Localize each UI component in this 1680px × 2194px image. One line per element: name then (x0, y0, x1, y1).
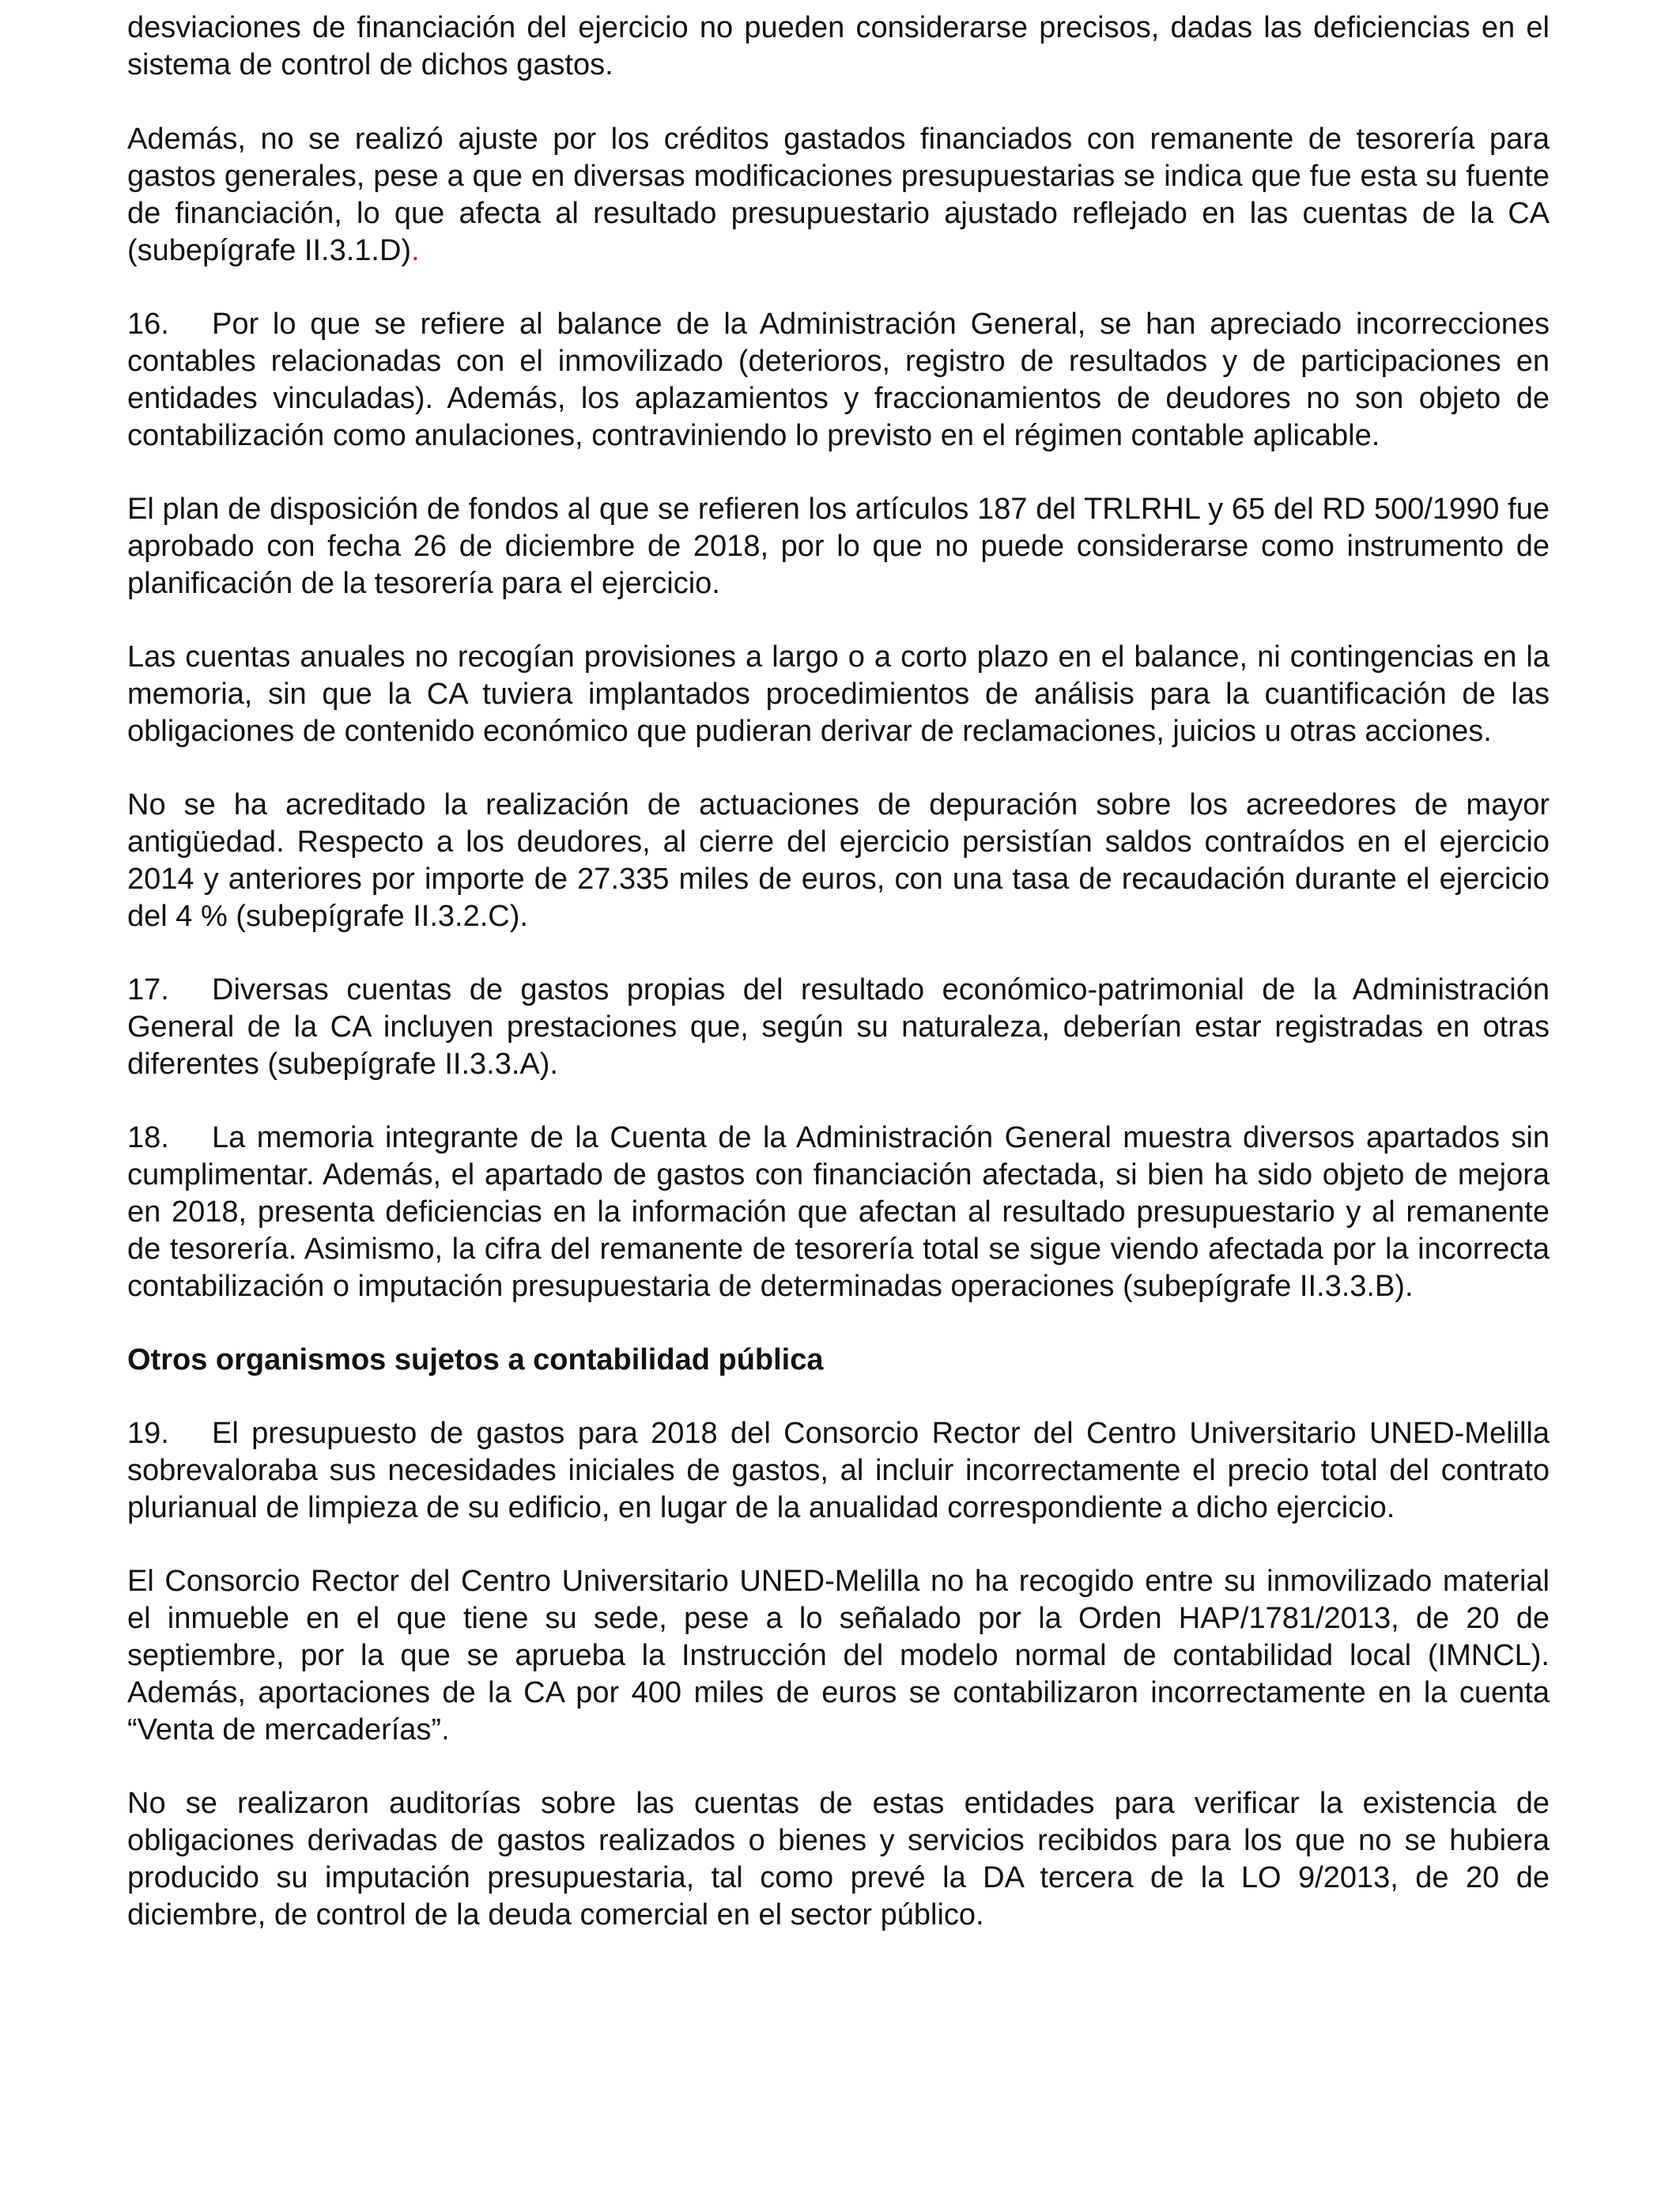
red-period: . (411, 234, 420, 267)
paragraph-number: 16. (127, 308, 169, 341)
paragraph-depuracion (127, 787, 1550, 935)
section-heading-otros-organismos: Otros organismos sujetos a contabilidad pública (127, 1343, 824, 1376)
paragraph-text: No se realizaron auditorías sobre las cuentas de estas entidades para verificar la existencia de obligaciones derivadas de gastos realizados o bienes y servicios recibidos para los que no se hubiera producido su imputación presupuestaria, tal como prevé la DA tercera de la LO 9/2013, de 20 de diciembre, de control de la deuda comercial en el sector público. (127, 1787, 1550, 1932)
paragraph-text: El plan de disposición de fondos al que se refieren los artículos 187 del TRLRHL y 65 del RD 500/1990 fue aprobado con fecha 26 de diciembre de 2018, por lo que no puede considerarse como instrumento de planificación de la tesorería para el ejercicio. (127, 493, 1550, 600)
paragraph-number: 18. (127, 1121, 169, 1154)
paragraph-text: Por lo que se refiere al balance de la Administración General, se han apreciado incorrecciones contables relacionadas con el inmovilizado (deterioros, registro de resultados y de participaciones en entidades vinculadas). Además, los aplazamientos y fraccionamientos de deudores no son objeto de contabilización como anulaciones, contraviniendo lo previsto en el régimen contable aplicable. (127, 308, 1550, 452)
paragraph-16 (127, 306, 1550, 455)
paragraph-17 (127, 972, 1550, 1083)
paragraph-text: No se ha acreditado la realización de actuaciones de depuración sobre los acreedores de mayor antigüedad. Respecto a los deudores, al cierre del ejercicio persistían saldos contraídos en el ejercicio 2014 y anteriores por importe de 27.335 miles de euros, con una tasa de recaudación durante el ejercicio del 4 % (subepígrafe II.3.2.C). (127, 788, 1550, 933)
paragraph-text: desviaciones de financiación del ejercicio no pueden considerarse precisos, dadas las deficiencias en el sistema de control de dichos gastos. (127, 11, 1550, 81)
document-page (127, 0, 1550, 2194)
paragraph-number: 17. (127, 973, 169, 1006)
paragraph-text: Diversas cuentas de gastos propias del resultado económico-patrimonial de la Administración General de la CA incluyen prestaciones que, según su naturaleza, deberían estar registradas en otras diferentes (subepígrafe II.3.3.A). (127, 973, 1550, 1081)
paragraph-cuentas-anuales (127, 639, 1550, 750)
paragraph-text: Además, no se realizó ajuste por los créditos gastados financiados con remanente de tesorería para gastos generales, pese a que en diversas modificaciones presupuestarias se indica que fue esta su fuente de financiación, lo que afecta al resultado presupuestario ajustado reflejado en las cuentas de la CA (subepígrafe II.3.1.D) (127, 123, 1550, 267)
paragraph-text: El presupuesto de gastos para 2018 del Consorcio Rector del Centro Universitario UNED-Melilla sobrevaloraba sus necesidades iniciales de gastos, al incluir incorrectamente el precio total del contrato plurianual de limpieza de su edificio, en lugar de la anualidad correspondiente a dicho ejercicio. (127, 1417, 1550, 1524)
paragraph-18 (127, 1120, 1550, 1305)
paragraph-auditorias (127, 1785, 1550, 1934)
paragraph-text: La memoria integrante de la Cuenta de la Administración General muestra diversos apartados sin cumplimentar. Además, el apartado de gastos con financiación afectada, si bien ha sido objeto de mejora en 2018, presenta deficiencias en la información que afectan al resultado presupuestario y al remanente de tesorería. Asimismo, la cifra del remanente de tesorería total se sigue viendo afectada por la incorrecta contabilización o imputación presupuestaria de determinadas operaciones (subepígrafe II.3.3.B). (127, 1121, 1550, 1303)
paragraph-ajuste (127, 121, 1550, 270)
paragraph-plan-disposicion (127, 491, 1550, 602)
paragraph-text: El Consorcio Rector del Centro Universitario UNED-Melilla no ha recogido entre su inmovilizado material el inmueble en el que tiene su sede, pese a lo señalado por la Orden HAP/1781/2013, de 20 de septiembre, por la que se aprueba la Instrucción del modelo normal de contabilidad local (IMNCL). Además, aportaciones de la CA por 400 miles de euros se contabilizaron incorrectamente en la cuenta “Venta de mercaderías”. (127, 1565, 1550, 1747)
paragraph-19 (127, 1415, 1550, 1527)
paragraph-intro-tail (127, 9, 1550, 84)
paragraph-text: Las cuentas anuales no recogían provisiones a largo o a corto plazo en el balance, ni contingencias en la memoria, sin que la CA tuviera implantados procedimientos de análisis para la cuantificación de las obligaciones de contenido económico que pudieran derivar de reclamaciones, juicios u otras acciones. (127, 640, 1550, 748)
paragraph-number: 19. (127, 1417, 169, 1450)
paragraph-consorcio (127, 1563, 1550, 1749)
